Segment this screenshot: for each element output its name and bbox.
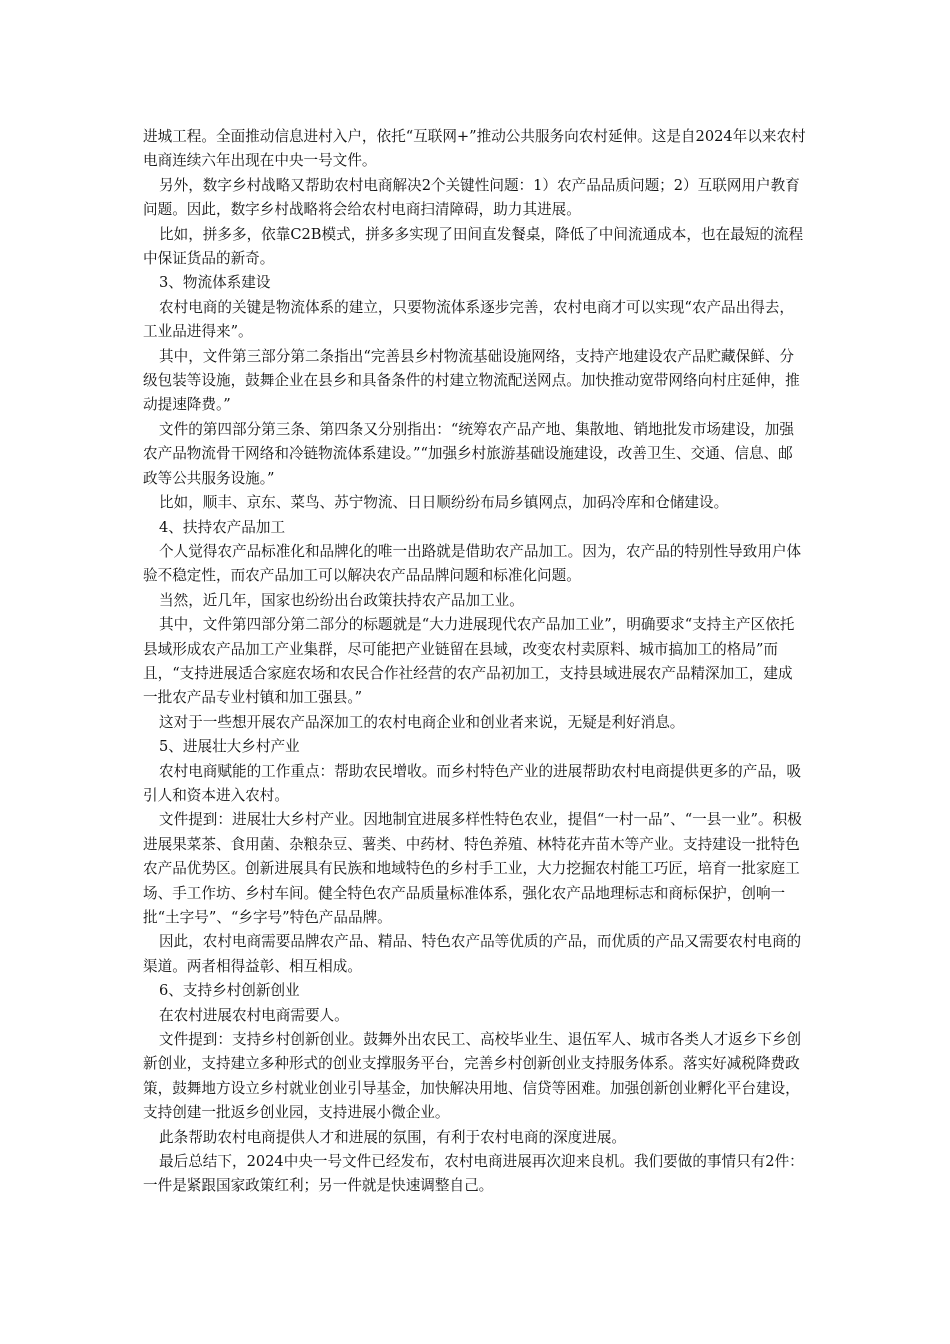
paragraph: 当然，近几年，国家也纷纷出台政策扶持农产品加工业。 [159,591,524,609]
paragraph: 另外，数字乡村战略又帮助农村电商解决2个关键性问题：1）农产品品质问题；2）互联网用户教育问题。因此，数字乡村战略将会给农村电商扫清障碍，助力其进展。 [143,176,800,219]
paragraph: 比如，顺丰、京东、菜鸟、苏宁物流、日日顺纷纷布局乡镇网点，加码冷库和仓储建设。 [159,494,729,512]
paragraph: 最后总结下，2024中央一号文件已经发布，农村电商进展再次迎来良机。我们要做的事情只有2件：一件是紧跟国家政策红利；另一件就是快速调整自己。 [143,1153,804,1195]
paragraph: 个人觉得农产品标准化和品牌化的唯一出路就是借助农产品加工。因为，农产品的特别性导致用户体验不稳定性，而农产品加工可以解决农产品品牌问题和标准化问题。 [143,542,802,585]
paragraph: 在农村进展农村电商需要人。 [159,1006,349,1024]
paragraph: 文件提到：进展壮大乡村产业。因地制宜进展多样性特色农业，提倡“一村一品”、“一县一业”。积极进展果菜茶、食用菌、杂粮杂豆、薯类、中药材、特色养殖、林特花卉苗木等产业。支持建设一批特色农产品优势区。创新进展具有民族和地域特色的乡村手工业，大力挖掘农村能工巧匠，培育一批家庭工场、手工作坊、乡村车间。健全特色农产品质量标准体系，强化农产品地理标志和商标保护，创响一批“土字号”、“乡字号”特色产品品牌。 [143,811,802,926]
paragraph: 文件的第四部分第三条、第四条又分别指出：“统筹农产品产地、集散地、销地批发市场建设，加强农产品物流骨干网络和冷链物流体系建设。”“加强乡村旅游基础设施建设，改善卫生、交通、信息、邮政等公共服务设施。” [143,420,794,487]
paragraph: 其中，文件第四部分第二部分的标题就是“大力进展现代农产品加工业”，明确要求“支持主产区依托县域形成农产品加工产业集群，尽可能把产业链留在县域，改变农村卖原料、城市搞加工的格局”而且，“支持进展适合家庭农场和农民合作社经营的农产品初加工，支持县域进展农产品精深加工，建成一批农产品专业村镇和加工强县。” [143,616,795,707]
section-heading: 6、支持乡村创新创业 [159,982,300,1000]
paragraph: 文件提到：支持乡村创新创业。鼓舞外出农民工、高校毕业生、退伍军人、城市各类人才返乡下乡创新创业，支持建立多种形式的创业支撑服务平台，完善乡村创新创业支持服务体系。落实好减税降费政策，鼓舞地方设立乡村就业创业引导基金，加快解决用地、信贷等困难。加强创新创业孵化平台建设，支持创建一批返乡创业园，支持进展小微企业。 [143,1031,802,1122]
paragraph: 农村电商赋能的工作重点：帮助农民增收。而乡村特色产业的进展帮助农村电商提供更多的产品，吸引人和资本进入农村。 [143,762,802,804]
paragraph: 农村电商的关键是物流体系的建立，只要物流体系逐步完善，农村电商才可以实现“农产品出得去，工业品进得来”。 [143,298,794,341]
section-heading: 5、进展壮大乡村产业 [159,738,300,756]
paragraph: 比如，拼多多，依靠C2B模式，拼多多实现了田间直发餐桌，降低了中间流通成本，也在最短的流程中保证货品的新奇。 [143,225,804,268]
paragraph: 此条帮助农村电商提供人才和进展的氛围，有利于农村电商的深度进展。 [159,1128,627,1146]
paragraph: 因此，农村电商需要品牌农产品、精品、特色农产品等优质的产品，而优质的产品又需要农村电商的渠道。两者相得益彰、相互相成。 [143,933,802,975]
paragraph: 这对于一些想开展农产品深加工的农村电商企业和创业者来说，无疑是利好消息。 [159,713,685,731]
paragraph-continuation: 进城工程。全面推动信息进村入户，依托“互联网+”推动公共服务向农村延伸。这是自2024年以来农村电商连续六年出现在中央一号文件。 [143,128,806,170]
section-heading: 3、物流体系建设 [159,274,271,292]
document-page [143,125,806,1199]
paragraph: 其中，文件第三部分第二条指出“完善县乡村物流基础设施网络，支持产地建设农产品贮藏保鲜、分级包装等设施，鼓舞企业在县乡和具备条件的村建立物流配送网点。加快推动宽带网络向村庄延伸，推动提速降费。” [143,347,800,414]
section-heading: 4、扶持农产品加工 [159,518,286,536]
